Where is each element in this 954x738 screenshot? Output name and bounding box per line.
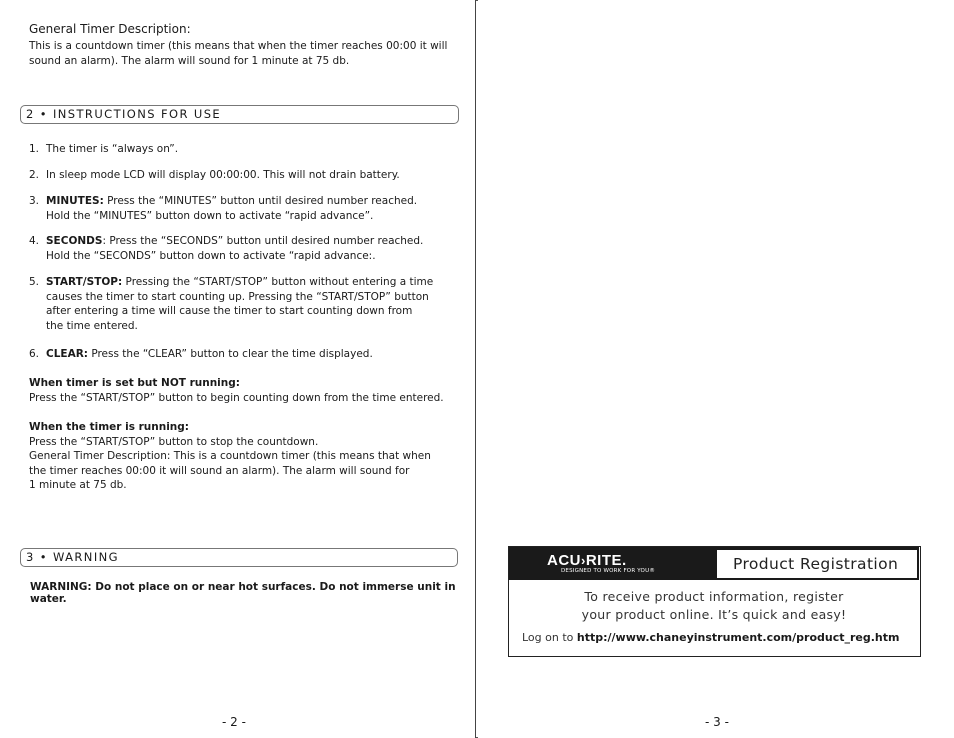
instruction-item-4 (29, 234, 449, 263)
item-line: after entering a time will cause the timer to start counting down from (46, 305, 413, 317)
logo-chevron-icon: › (581, 553, 586, 568)
acurite-logo (547, 552, 627, 569)
item-line: In sleep mode LCD will display 00:00:00. This will not drain battery. (46, 169, 400, 181)
intro-body (29, 39, 449, 69)
section-2-header: 2 • INSTRUCTIONS FOR USE (20, 105, 459, 124)
instruction-item-5 (29, 275, 449, 333)
item-text (29, 234, 449, 263)
running-line: General Timer Description: This is a countdown timer (this means that when (29, 450, 431, 462)
logo-dot: . (622, 552, 627, 569)
not-running-heading: When timer is set but NOT running: (29, 377, 240, 389)
product-registration-box (508, 546, 921, 657)
item-bold-label: START/STOP: (46, 276, 123, 288)
registration-line-1: To receive product information, register (584, 589, 844, 604)
not-running-block (29, 376, 459, 405)
url-prefix: Log on to (522, 631, 577, 644)
item-bold-label: CLEAR: (46, 348, 88, 360)
item-number: 6. (29, 348, 40, 360)
warning-text: WARNING: Do not place on or near hot surfaces. Do not immerse unit in water. (30, 581, 456, 605)
section-3-header: 3 • WARNING (20, 548, 458, 567)
item-text (29, 347, 449, 362)
running-heading: When the timer is running: (29, 421, 189, 433)
item-line: The timer is “always on”. (46, 143, 179, 155)
instruction-item-2 (29, 168, 449, 183)
item-number: 2. (29, 169, 40, 181)
page-number-right: - 3 - (705, 715, 729, 729)
running-line: 1 minute at 75 db. (29, 479, 127, 491)
logo-text-part: ACU (547, 552, 581, 569)
intro-line: sound an alarm). The alarm will sound for 1 minute at 75 db. (29, 55, 350, 67)
item-line: causes the timer to start counting up. Pressing the “START/STOP” button (46, 290, 429, 303)
instruction-item-6 (29, 347, 449, 362)
left-page (0, 0, 476, 738)
item-text (29, 142, 449, 157)
running-line: the timer reaches 00:00 it will sound an alarm). The alarm will sound for (29, 464, 410, 477)
intro-heading: General Timer Description: (29, 22, 191, 36)
registration-line-2: your product online. It’s quick and easy! (581, 607, 847, 622)
item-line: Pressing the “START/STOP” button without entering a time (122, 276, 434, 288)
registration-url-link[interactable]: http://www.chaneyinstrument.com/product_reg.htm (576, 631, 900, 644)
item-number: 5. (29, 276, 40, 288)
registration-title: Product Registration (717, 550, 917, 578)
page-divider-left (475, 0, 476, 738)
item-text (29, 168, 449, 183)
not-running-line: Press the “START/STOP” button to begin counting down from the time entered. (29, 391, 444, 404)
item-line: Hold the “MINUTES” button down to activate “rapid advance”. (46, 209, 374, 222)
item-bold-label: MINUTES: (46, 195, 104, 207)
item-line: Press the “CLEAR” button to clear the time displayed. (87, 348, 373, 360)
logo-text-part: RITE (585, 552, 623, 569)
item-line: Hold the “SECONDS” button down to activate “rapid advance:. (46, 249, 376, 262)
item-line: Press the “MINUTES” button until desired number reached. (103, 195, 418, 207)
item-bold-label: SECONDS (46, 235, 103, 247)
running-block (29, 420, 459, 493)
instruction-item-1 (29, 142, 449, 157)
registration-url-line (522, 631, 899, 644)
intro-line: This is a countdown timer (this means that when the timer reaches 00:00 it will (29, 40, 448, 52)
instruction-item-3 (29, 194, 449, 223)
registration-header-band (509, 547, 919, 580)
logo-tagline: DESIGNED TO WORK FOR YOU® (561, 568, 656, 574)
item-number: 3. (29, 195, 40, 207)
running-line: Press the “START/STOP” button to stop the countdown. (29, 435, 319, 448)
item-text (29, 194, 449, 223)
page-number-left: - 2 - (222, 715, 246, 729)
item-text (29, 275, 449, 333)
item-number: 1. (29, 143, 40, 155)
item-line: : Press the “SECONDS” button until desired number reached. (102, 235, 424, 247)
item-number: 4. (29, 235, 40, 247)
item-line: the time entered. (46, 319, 138, 332)
